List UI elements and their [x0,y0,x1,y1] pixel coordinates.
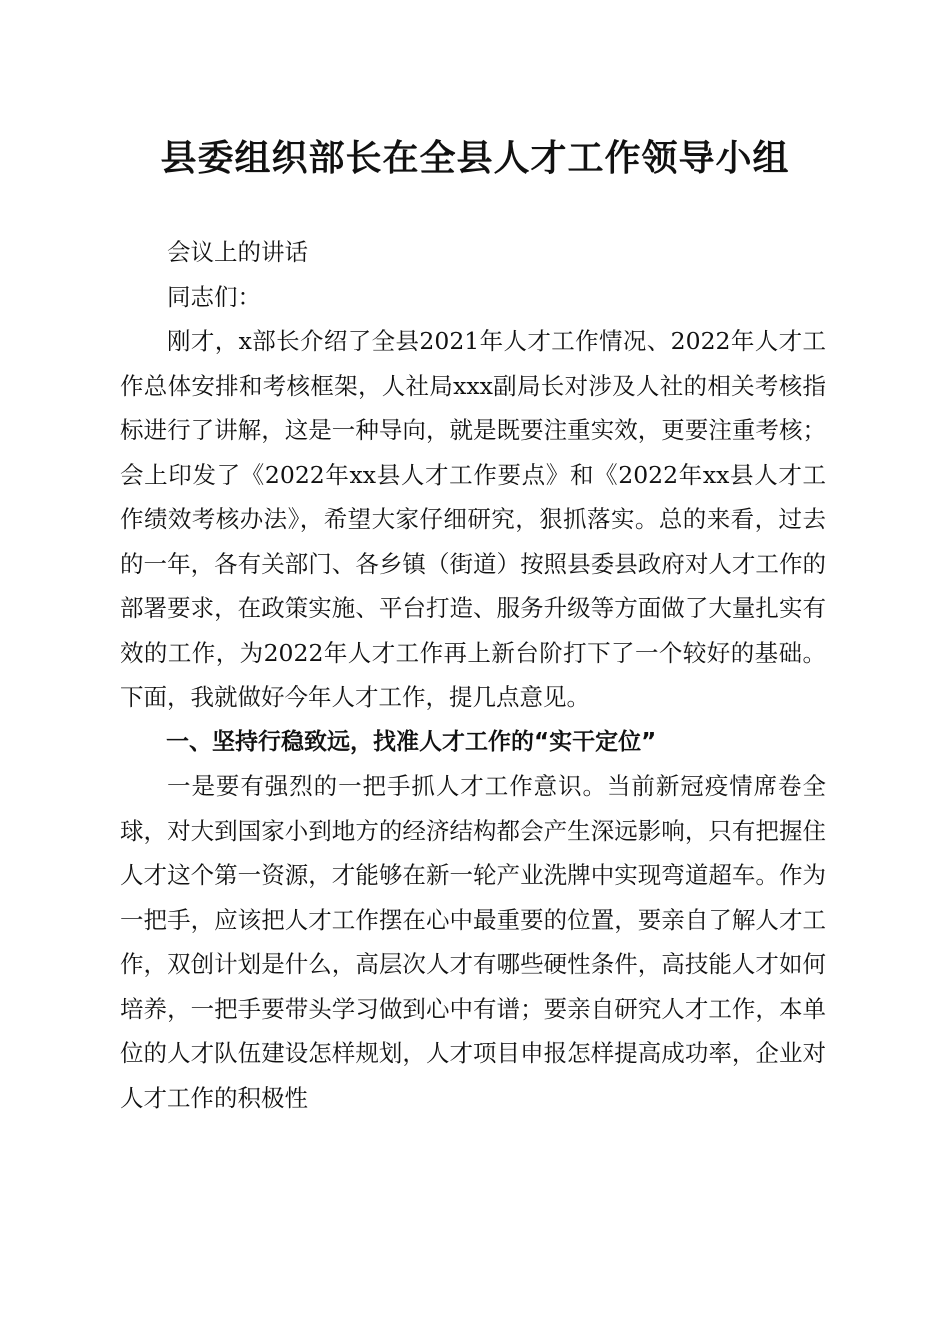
section-heading: 一、坚持行稳致远，找准人才工作的“实干定位” [166,728,657,755]
document-body [120,230,826,1120]
salutation: 同志们： [167,282,261,311]
document-title: 县委组织部长在全县人才工作领导小组 [160,137,790,179]
body-paragraph: 一是要有强烈的一把手抓人才工作意识。当前新冠疫情席卷全球，对大到国家小到地方的经济结构都会产生深远影响，只有把握住人才这个第一资源，才能够在新一轮产业洗牌中实现弯道超车。作为一把手，应该把人才工作摆在心中最重要的位置，要亲自了解人才工作，双创计划是什么，高层次人才有哪些硬性条件，高技能人才如何培养，一把手要带头学习做到心中有谱；要亲自研究人才工作，本单位的人才队伍建设怎样规划，人才项目申报怎样提高成功率，企业对人才工作的积极性 [120,772,826,1112]
body-paragraph: 刚才，x部长介绍了全县2021年人才工作情况、2022年人才工作总体安排和考核框架，人社局xxx副局长对涉及人社的相关考核指标进行了讲解，这是一种导向，就是既要注重实效，更要注重考核；会上印发了《2022年xx县人才工作要点》和《2022年xx县人才工作绩效考核办法》，希望大家仔细研究，狠抓落实。总的来看，过去的一年，各有关部门、各乡镇（街道）按照县委县政府对人才工作的部署要求，在政策实施、平台打造、服务升级等方面做了大量扎实有效的工作，为2022年人才工作再上新台阶打下了一个较好的基础。下面，我就做好今年人才工作，提几点意见。 [120,327,826,711]
title-continuation: 会议上的讲话 [167,238,308,266]
